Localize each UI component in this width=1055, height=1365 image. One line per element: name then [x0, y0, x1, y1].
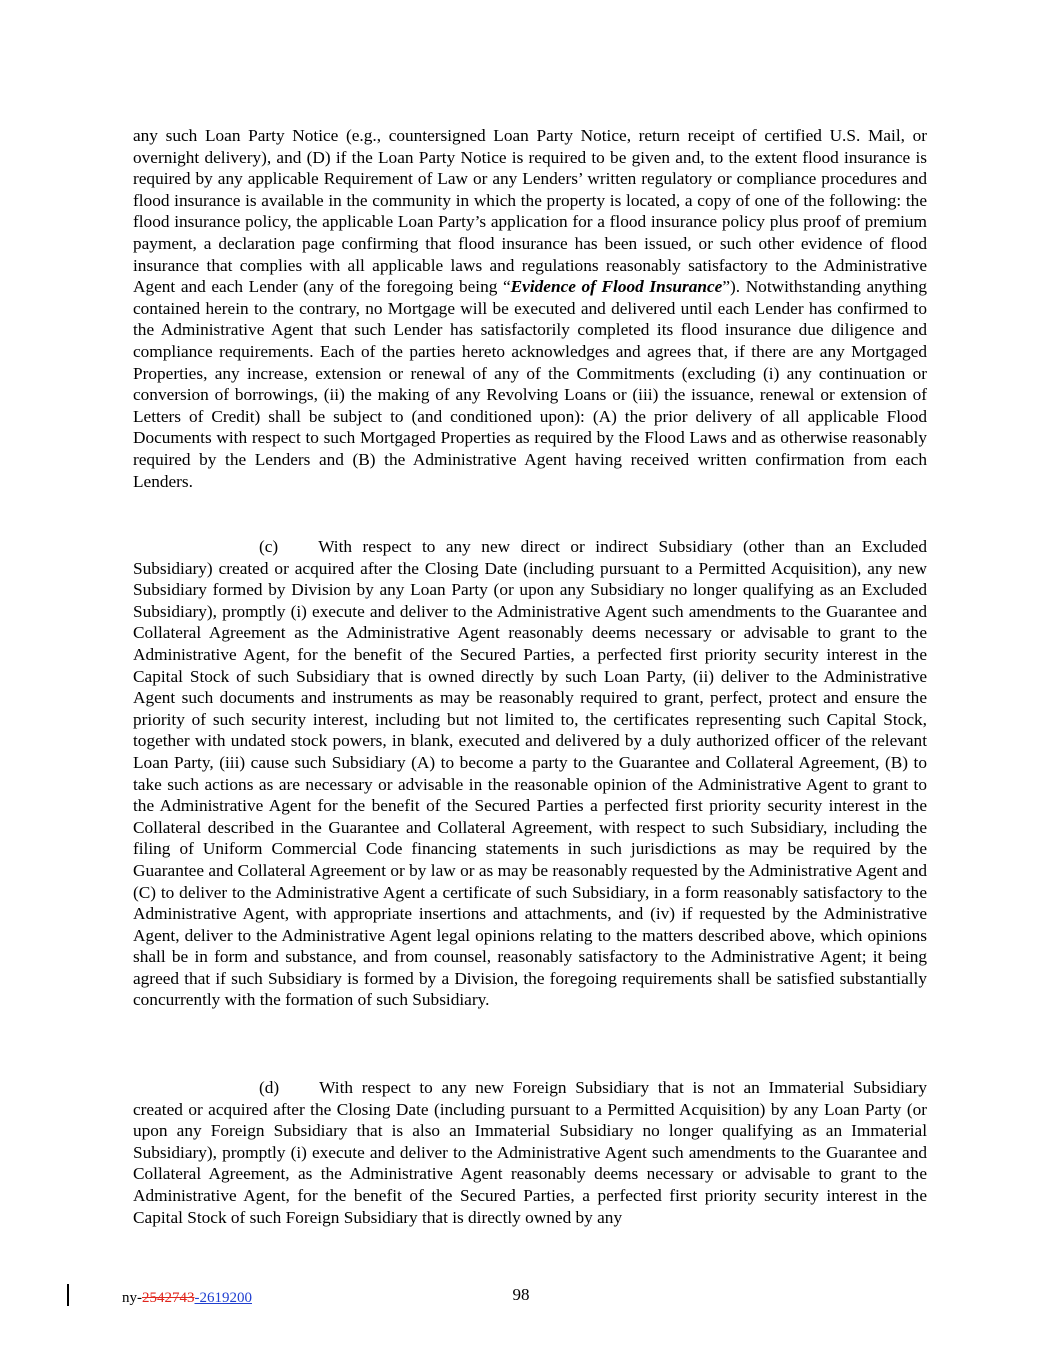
document-id	[122, 1288, 252, 1310]
paragraph-c	[133, 536, 927, 1011]
paragraph-continuation	[133, 125, 927, 492]
paragraph-text-after-term: ”). Notwithstanding anything contained herein to the contrary, no Mortgage will be executed and delivered until each Lender has confirmed to the Administrative Agent that such Lender has satisfactorily completed its flood insurance due diligence and compliance requirements. Each of the parties hereto acknowledges and agrees that, if there are any Mortgaged Properties, any increase, extension or renewal of any of the Commitments (excluding (i) any continuation or conversion of borrowings, (ii) the making of any Revolving Loans or (iii) the issuance, renewal or extension of Letters of Credit) shall be subject to (and conditioned upon): (A) the prior delivery of all applicable Flood Documents with respect to such Mortgaged Properties as required by the Flood Laws and as otherwise reasonably required by the Lenders and (B) the Administrative Agent having received written confirmation from each Lenders.	[133, 277, 927, 491]
section-label-c: (c)	[259, 537, 279, 556]
change-bar	[67, 1284, 69, 1306]
section-label-d: (d)	[259, 1078, 280, 1097]
paragraph-text-before-term: any such Loan Party Notice (e.g., countersigned Loan Party Notice, return receipt of certified U.S. Mail, or overnight delivery), and (D) if the Loan Party Notice is required to be given and, to the extent flood insurance is required by any applicable Requirement of Law or any Lenders’ written regulatory or compliance procedures and flood insurance is available in the community in which the property is located, a copy of one of the following: the flood insurance policy, the applicable Loan Party’s application for a flood insurance policy plus proof of premium payment, a declaration page confirming that flood insurance has been issued, or such other evidence of flood insurance that complies with all applicable laws and regulations reasonably satisfactory to the Administrative Agent and each Lender (any of the foregoing being “	[133, 126, 927, 297]
paragraph-d-text: With respect to any new Foreign Subsidiary that is not an Immaterial Subsidiary created or acquired after the Closing Date (including pursuant to a Permitted Acquisition) by any Loan Party (or upon any Foreign Subsidiary that is also an Immaterial Subsidiary no longer qualifying as an Immaterial Subsidiary), promptly (i) execute and deliver to the Administrative Agent such amendments to the Guarantee and Collateral Agreement, as the Administrative Agent reasonably deems necessary or advisable to grant to the Administrative Agent, for the benefit of the Secured Parties, a perfected first priority security interest in the Capital Stock of such Foreign Subsidiary that is directly owned by any	[133, 1078, 927, 1227]
defined-term: Evidence of Flood Insurance	[510, 277, 723, 297]
paragraph-d	[133, 1077, 927, 1228]
document-id-deleted: 2542743	[142, 1290, 195, 1306]
page-number: 98	[512, 1285, 530, 1304]
document-id-prefix: ny-	[122, 1290, 142, 1306]
document-id-inserted: -2619200	[194, 1290, 252, 1306]
paragraph-c-text: With respect to any new direct or indirect Subsidiary (other than an Excluded Subsidiary) created or acquired after the Closing Date (including pursuant to a Permitted Acquisition), any new Subsidiary formed by Division by any Loan Party (or upon any Subsidiary no longer qualifying as an Excluded Subsidiary), promptly (i) execute and deliver to the Administrative Agent such amendments to the Guarantee and Collateral Agreement as the Administrative Agent reasonably deems necessary or advisable to grant to the Administrative Agent, for the benefit of the Secured Parties, a perfected first priority security interest in the Capital Stock of such Subsidiary that is owned directly by such Loan Party, (ii) deliver to the Administrative Agent such documents and instruments as may be reasonably required to grant, perfect, protect and ensure the priority of such security interest, including but not limited to, the certificates representing such Capital Stock, together with undated stock powers, in blank, executed and delivered by a duly authorized officer of the relevant Loan Party, (iii) cause such Subsidiary (A) to become a party to the Guarantee and Collateral Agreement, (B) to take such actions as are necessary or advisable in the reasonable opinion of the Administrative Agent to grant to the Administrative Agent for the benefit of the Secured Parties a perfected first priority security interest in the Collateral described in the Guarantee and Collateral Agreement, with respect to such Subsidiary, including the filing of Uniform Commercial Code financing statements in such jurisdictions as may be required by the Guarantee and Collateral Agreement or by law or as may be reasonably requested by the Administrative Agent and (C) to deliver to the Administrative Agent a certificate of such Subsidiary, in a form reasonably satisfactory to the Administrative Agent, with appropriate insertions and attachments, and (iv) if requested by the Administrative Agent, deliver to the Administrative Agent legal opinions relating to the matters described above, which opinions shall be in form and substance, and from counsel, reasonably satisfactory to the Administrative Agent; it being agreed that if such Subsidiary is formed by a Division, the foregoing requirements shall be satisfied substantially concurrently with the formation of such Subsidiary.	[133, 537, 927, 1010]
